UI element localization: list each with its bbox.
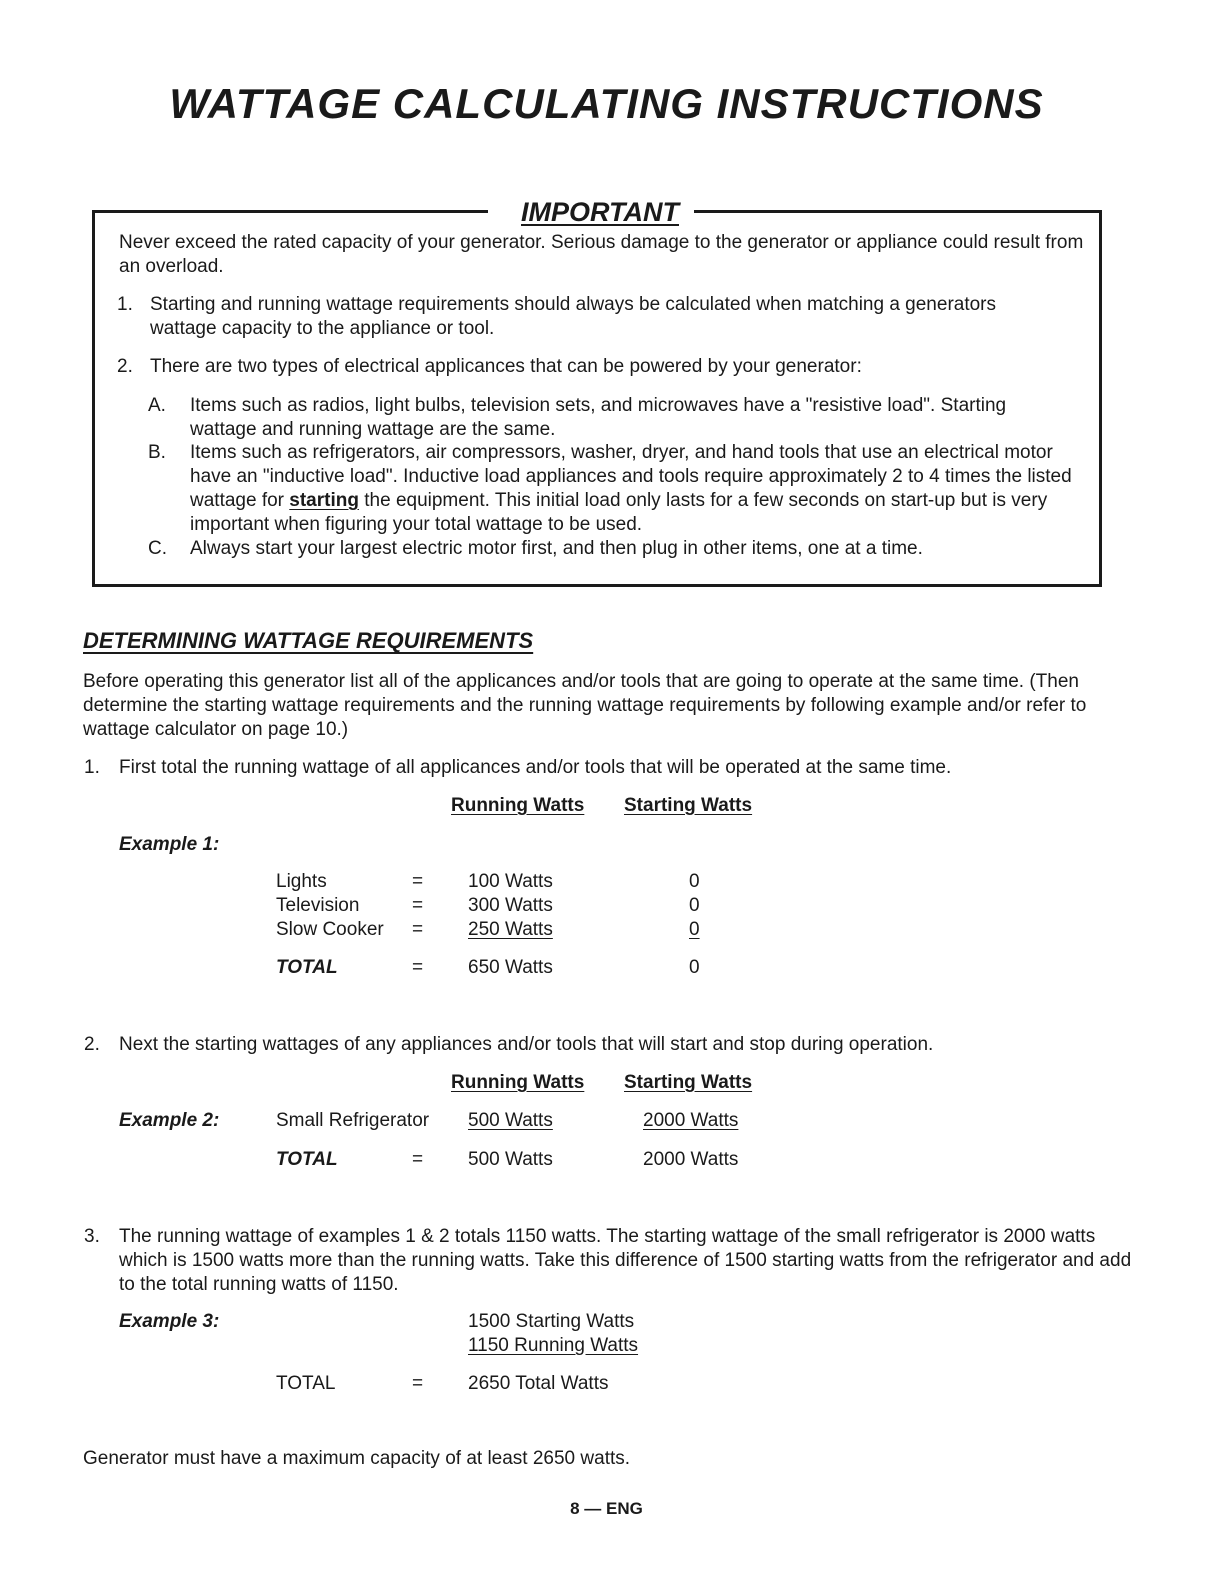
example-2-col-running: Running Watts — [451, 1072, 585, 1093]
example-1-row-2-starting: 0 — [689, 895, 700, 916]
example-2-running: 500 Watts — [468, 1110, 553, 1131]
step-1-text: First total the running wattage of all applicances and/or tools that will be operated at the same time. — [119, 757, 952, 778]
example-1-col-starting: Starting Watts — [624, 795, 753, 816]
sub-item-c-text: Always start your largest electric motor first, and then plug in other items, one at a time. — [190, 538, 923, 559]
example-3-total-equals: = — [412, 1373, 424, 1394]
sub-item-b-emphasis: starting — [289, 490, 359, 511]
important-heading: IMPORTANT — [521, 197, 679, 227]
example-1-row-1-running: 100 Watts — [468, 871, 553, 892]
sub-item-b-text-before: Items such as refrigerators, air compressors, washer, dryer, and hand tools that use an electrical motor have an "inductive load". Inductive load appliances and tools require approximately 2 to 4 times the listed wattage for — [190, 442, 1072, 511]
step-1-number: 1. — [84, 757, 100, 778]
example-2-label: Example 2: — [119, 1110, 220, 1131]
important-item-2-text: There are two types of electrical applicances that can be powered by your generator: — [150, 356, 862, 377]
example-1-total-equals: = — [412, 957, 424, 978]
example-2-starting: 2000 Watts — [643, 1110, 739, 1131]
example-1-row-3-starting: 0 — [689, 919, 700, 940]
example-1-row-1-starting: 0 — [689, 871, 700, 892]
page-number-footer: 8 — ENG — [570, 1499, 643, 1518]
example-2-total-starting: 2000 Watts — [643, 1149, 739, 1170]
example-1-total-starting: 0 — [689, 957, 700, 978]
conclusion-text: Generator must have a maximum capacity of at least 2650 watts. — [83, 1448, 631, 1469]
example-1-row-3-item: Slow Cooker — [276, 919, 384, 940]
example-1-col-running: Running Watts — [451, 795, 585, 816]
step-2-text: Next the starting wattages of any appliances and/or tools that will start and stop during operation. — [119, 1034, 934, 1055]
sub-item-b-text — [190, 441, 1080, 537]
important-item-1-number: 1. — [117, 294, 133, 315]
example-1-row-1-item: Lights — [276, 871, 327, 892]
example-2-total-equals: = — [412, 1149, 424, 1170]
example-2-col-starting: Starting Watts — [624, 1072, 753, 1093]
example-3-total-value: 2650 Total Watts — [468, 1373, 609, 1394]
page-title: WATTAGE CALCULATING INSTRUCTIONS — [169, 80, 1044, 127]
example-1-row-2-running: 300 Watts — [468, 895, 553, 916]
sub-item-a-letter: A. — [148, 395, 166, 416]
example-1-row-3-equals: = — [412, 919, 424, 940]
example-2-total-running: 500 Watts — [468, 1149, 553, 1170]
sub-item-b-text-after: the equipment. This initial load only lasts for a few seconds on start-up but is very important when figuring your total wattage to be used. — [190, 490, 1048, 535]
section-intro: Before operating this generator list all of the applicances and/or tools that are going to operate at the same time. (Then determine the starting wattage requirements and the running wattage requirements by following example and/or refer to wattage calculator on page 10.) — [83, 671, 1087, 740]
sub-item-a-text: Items such as radios, light bulbs, television sets, and microwaves have a "resistive load". Starting wattage and running wattage are the same. — [190, 395, 1007, 440]
important-box-top-right-rule — [694, 210, 1102, 213]
section-heading: DETERMINING WATTAGE REQUIREMENTS — [83, 628, 534, 653]
sub-item-b-letter: B. — [148, 442, 166, 463]
example-1-row-2-item: Television — [276, 895, 360, 916]
step-3-number: 3. — [84, 1226, 100, 1247]
example-2-total-label: TOTAL — [276, 1149, 338, 1170]
important-item-1-text: Starting and running wattage requirements should always be calculated when matching a generators wattage capacity to the appliance or tool. — [150, 294, 997, 339]
example-2-item: Small Refrigerator — [276, 1110, 430, 1131]
important-intro: Never exceed the rated capacity of your generator. Serious damage to the generator or appliance could result from an overload. — [119, 232, 1084, 277]
example-1-row-2-equals: = — [412, 895, 424, 916]
step-3-text: The running wattage of examples 1 & 2 totals 1150 watts. The starting wattage of the small refrigerator is 2000 watts which is 1500 watts more than the running watts. Take this difference of 1500 starting watts from the refrigerator and add to the total running watts of 1150. — [119, 1226, 1132, 1295]
example-3-total-label: TOTAL — [276, 1373, 336, 1394]
important-item-2-number: 2. — [117, 356, 133, 377]
example-3-label: Example 3: — [119, 1311, 220, 1332]
example-1-total-running: 650 Watts — [468, 957, 553, 978]
example-1-row-1-equals: = — [412, 871, 424, 892]
example-1-label: Example 1: — [119, 834, 220, 855]
step-2-number: 2. — [84, 1034, 100, 1055]
example-3-line-1: 1500 Starting Watts — [468, 1311, 635, 1332]
example-1-row-3-running: 250 Watts — [468, 919, 553, 940]
sub-item-c-letter: C. — [148, 538, 167, 559]
example-1-total-label: TOTAL — [276, 957, 338, 978]
example-3-line-2: 1150 Running Watts — [468, 1335, 639, 1356]
important-box-top-left-rule — [92, 210, 488, 213]
